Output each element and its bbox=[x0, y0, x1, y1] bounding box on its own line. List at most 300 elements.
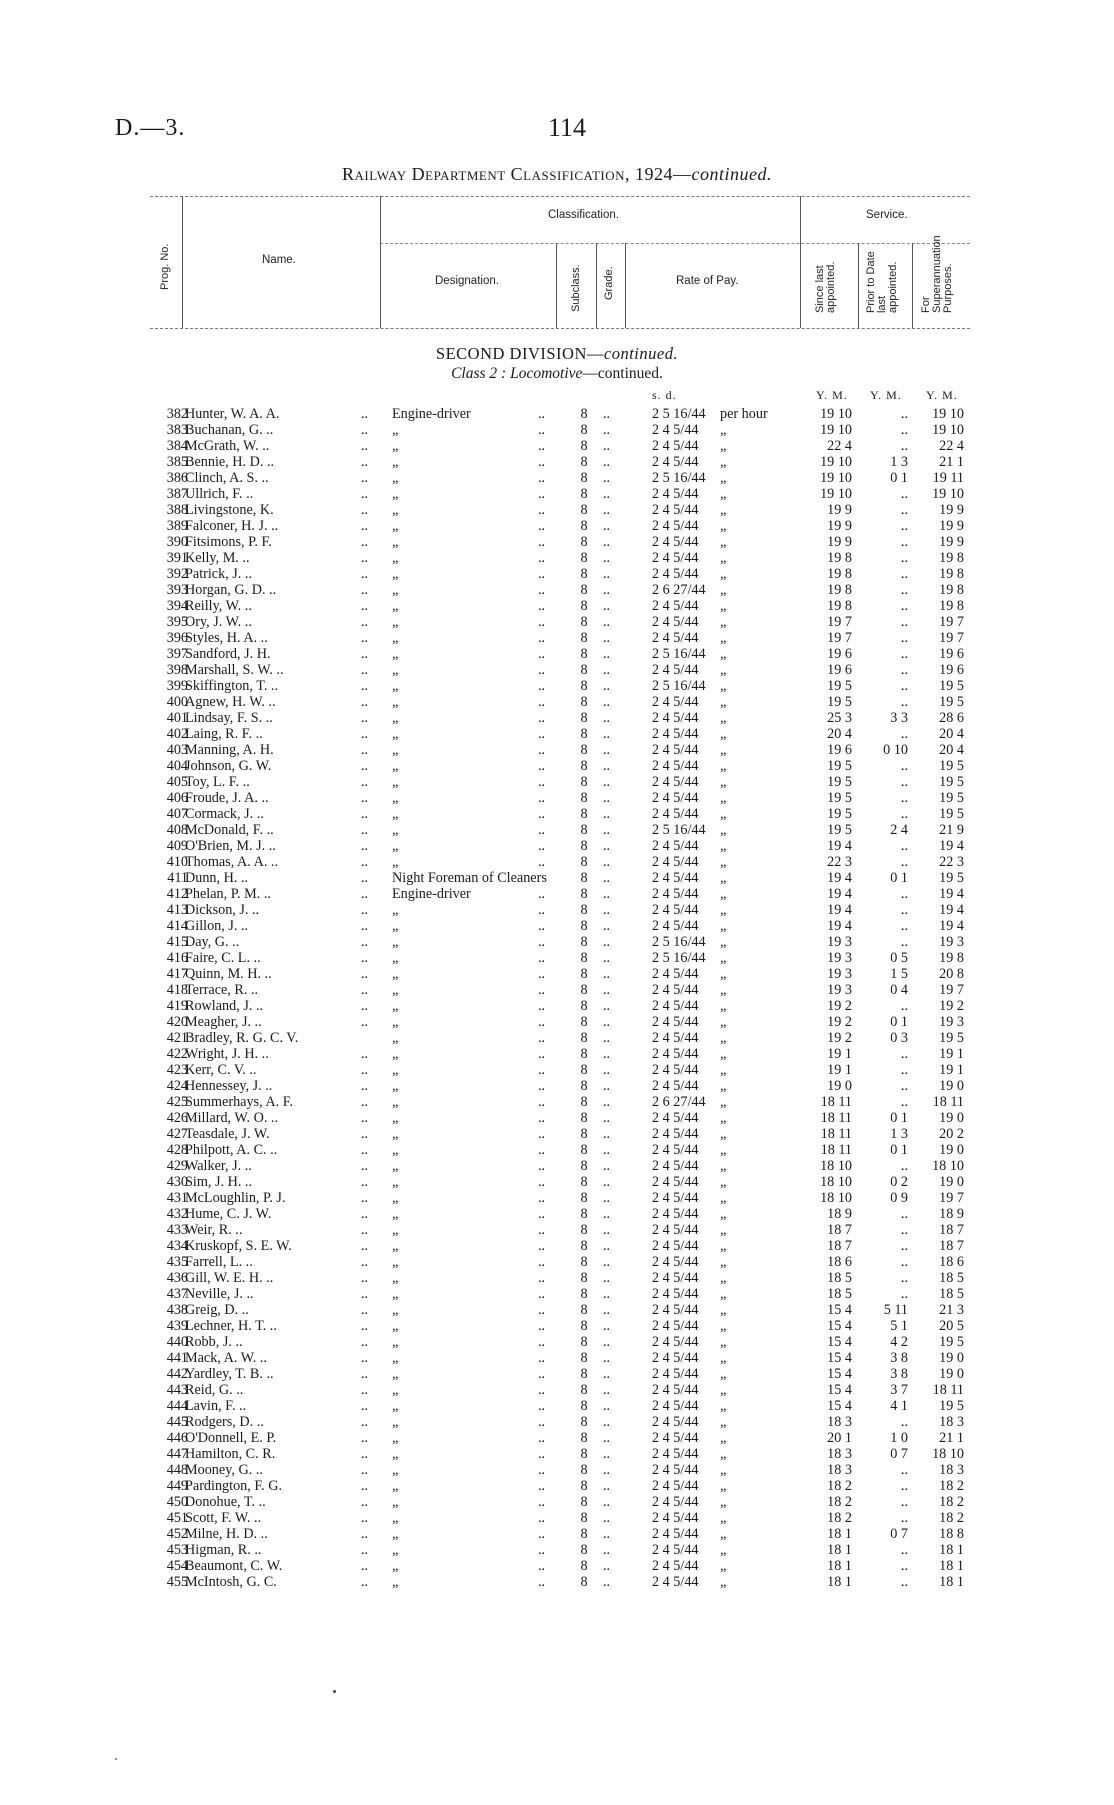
name: Dunn, H. .. bbox=[185, 870, 249, 886]
designation: „ bbox=[392, 678, 399, 694]
superannuation: 19 5 bbox=[939, 1334, 964, 1350]
subclass: 8 bbox=[580, 998, 588, 1014]
rate-of-pay: 2 4 5/44 bbox=[652, 1398, 699, 1414]
since-last: 19 10 bbox=[820, 422, 852, 438]
table-row bbox=[0, 1398, 1114, 1414]
since-last: 18 10 bbox=[820, 1158, 852, 1174]
superannuation: 19 5 bbox=[939, 806, 964, 822]
rate-unit: „ bbox=[720, 454, 727, 470]
prior-to-date: 0 1 bbox=[890, 1142, 908, 1158]
table-row bbox=[0, 1238, 1114, 1254]
rate-unit: „ bbox=[720, 1270, 727, 1286]
since-last: 18 7 bbox=[827, 1222, 852, 1238]
prior-to-date: 1 3 bbox=[890, 1126, 908, 1142]
subclass: 8 bbox=[580, 1238, 588, 1254]
rate-of-pay: 2 4 5/44 bbox=[652, 1110, 699, 1126]
since-last: 19 1 bbox=[827, 1046, 852, 1062]
superannuation: 19 5 bbox=[939, 758, 964, 774]
rate-unit: „ bbox=[720, 1446, 727, 1462]
subclass: 8 bbox=[580, 1190, 588, 1206]
rate-unit: „ bbox=[720, 1238, 727, 1254]
subclass: 8 bbox=[580, 550, 588, 566]
prog-no: 399 bbox=[166, 678, 188, 694]
superannuation: 19 8 bbox=[939, 582, 964, 598]
designation: „ bbox=[392, 1286, 399, 1302]
subclass: 8 bbox=[580, 790, 588, 806]
designation: „ bbox=[392, 1110, 399, 1126]
rate-of-pay: 2 4 5/44 bbox=[652, 1446, 699, 1462]
since-last: 19 4 bbox=[827, 870, 852, 886]
leader-dots: .. bbox=[361, 790, 369, 806]
rate-of-pay: 2 4 5/44 bbox=[652, 982, 699, 998]
subclass: 8 bbox=[580, 758, 588, 774]
prior-to-date: .. bbox=[900, 438, 908, 454]
leader-dots: .. bbox=[603, 1462, 611, 1478]
designation: „ bbox=[392, 710, 399, 726]
subclass: 8 bbox=[580, 1174, 588, 1190]
leader-dots: .. bbox=[361, 630, 369, 646]
header-classification: Classification. bbox=[548, 209, 619, 221]
prog-no: 435 bbox=[166, 1254, 188, 1270]
prior-to-date: .. bbox=[900, 534, 908, 550]
superannuation: 18 11 bbox=[932, 1094, 964, 1110]
leader-dots: .. bbox=[603, 422, 611, 438]
designation: „ bbox=[392, 902, 399, 918]
prior-to-date: 5 1 bbox=[890, 1318, 908, 1334]
name: Livingstone, K. bbox=[185, 502, 274, 518]
prior-to-date: .. bbox=[900, 1478, 908, 1494]
table-row bbox=[0, 1206, 1114, 1222]
leader-dots: .. bbox=[603, 934, 611, 950]
name: Philpott, A. C. .. bbox=[185, 1142, 278, 1158]
rate-unit: „ bbox=[720, 1158, 727, 1174]
rate-of-pay: 2 4 5/44 bbox=[652, 534, 699, 550]
rate-unit: „ bbox=[720, 1510, 727, 1526]
rate-of-pay: 2 4 5/44 bbox=[652, 518, 699, 534]
rate-unit: „ bbox=[720, 822, 727, 838]
name: Skiffington, T. .. bbox=[185, 678, 279, 694]
prior-to-date: 0 1 bbox=[890, 470, 908, 486]
subclass: 8 bbox=[580, 406, 588, 422]
class-suffix: —continued. bbox=[582, 365, 663, 382]
subclass: 8 bbox=[580, 742, 588, 758]
subclass: 8 bbox=[580, 1526, 588, 1542]
superannuation: 18 2 bbox=[939, 1478, 964, 1494]
rate-of-pay: 2 4 5/44 bbox=[652, 694, 699, 710]
superannuation: 18 3 bbox=[939, 1462, 964, 1478]
prior-to-date: .. bbox=[900, 1094, 908, 1110]
leader-dots: .. bbox=[361, 1094, 369, 1110]
prog-no: 447 bbox=[166, 1446, 188, 1462]
table-row bbox=[0, 774, 1114, 790]
prior-to-date: 3 7 bbox=[890, 1382, 908, 1398]
designation: „ bbox=[392, 838, 399, 854]
subclass: 8 bbox=[580, 1078, 588, 1094]
name: Mooney, G. .. bbox=[185, 1462, 263, 1478]
name: Walker, J. .. bbox=[185, 1158, 252, 1174]
since-last: 15 4 bbox=[827, 1334, 852, 1350]
designation: „ bbox=[392, 1206, 399, 1222]
rate-of-pay: 2 6 27/44 bbox=[652, 582, 706, 598]
leader-dots: .. bbox=[603, 1110, 611, 1126]
leader-dots: .. bbox=[603, 1286, 611, 1302]
leader-dots: .. bbox=[603, 1270, 611, 1286]
rate-unit: „ bbox=[720, 1494, 727, 1510]
subclass: 8 bbox=[580, 646, 588, 662]
subclass: 8 bbox=[580, 486, 588, 502]
leader-dots: .. bbox=[538, 1270, 546, 1286]
since-last: 18 2 bbox=[827, 1494, 852, 1510]
designation: Engine-driver bbox=[392, 886, 471, 902]
leader-dots: .. bbox=[603, 918, 611, 934]
table-row bbox=[0, 1142, 1114, 1158]
prog-no: 443 bbox=[166, 1382, 188, 1398]
leader-dots: .. bbox=[603, 406, 611, 422]
subclass: 8 bbox=[580, 518, 588, 534]
leader-dots: .. bbox=[538, 1398, 546, 1414]
rate-of-pay: 2 4 5/44 bbox=[652, 1030, 699, 1046]
prog-no: 391 bbox=[166, 550, 188, 566]
designation: „ bbox=[392, 566, 399, 582]
table-row bbox=[0, 1222, 1114, 1238]
leader-dots: .. bbox=[538, 1478, 546, 1494]
name: Kerr, C. V. .. bbox=[185, 1062, 257, 1078]
superannuation: 20 2 bbox=[939, 1126, 964, 1142]
rate-unit: „ bbox=[720, 1414, 727, 1430]
name: Cormack, J. .. bbox=[185, 806, 264, 822]
rate-unit: „ bbox=[720, 1142, 727, 1158]
table-row bbox=[0, 1110, 1114, 1126]
leader-dots: .. bbox=[538, 1190, 546, 1206]
prog-no: 445 bbox=[166, 1414, 188, 1430]
subclass: 8 bbox=[580, 1206, 588, 1222]
leader-dots: .. bbox=[361, 1414, 369, 1430]
leader-dots: .. bbox=[603, 1494, 611, 1510]
division-title bbox=[0, 344, 1114, 364]
superannuation: 19 9 bbox=[939, 502, 964, 518]
designation: „ bbox=[392, 1030, 399, 1046]
prog-no: 404 bbox=[166, 758, 188, 774]
table-row bbox=[0, 1158, 1114, 1174]
leader-dots: .. bbox=[603, 582, 611, 598]
subclass: 8 bbox=[580, 918, 588, 934]
unit-since: Y. M. bbox=[816, 388, 848, 402]
prog-no: 385 bbox=[166, 454, 188, 470]
superannuation: 18 8 bbox=[939, 1526, 964, 1542]
designation: „ bbox=[392, 934, 399, 950]
leader-dots: .. bbox=[603, 1190, 611, 1206]
designation: „ bbox=[392, 486, 399, 502]
since-last: 18 1 bbox=[827, 1574, 852, 1590]
table-row bbox=[0, 1510, 1114, 1526]
margin-mark bbox=[115, 1758, 117, 1760]
prog-no: 417 bbox=[166, 966, 188, 982]
prog-no: 429 bbox=[166, 1158, 188, 1174]
name: Phelan, P. M. .. bbox=[185, 886, 271, 902]
prior-to-date: .. bbox=[900, 1222, 908, 1238]
subclass: 8 bbox=[580, 838, 588, 854]
prior-to-date: .. bbox=[900, 1574, 908, 1590]
subclass: 8 bbox=[580, 534, 588, 550]
designation: „ bbox=[392, 662, 399, 678]
superannuation: 18 7 bbox=[939, 1238, 964, 1254]
prog-no: 425 bbox=[166, 1094, 188, 1110]
prog-no: 396 bbox=[166, 630, 188, 646]
prior-to-date: .. bbox=[900, 1462, 908, 1478]
subclass: 8 bbox=[580, 1366, 588, 1382]
name: Higman, R. .. bbox=[185, 1542, 262, 1558]
designation: „ bbox=[392, 1462, 399, 1478]
table-row bbox=[0, 486, 1114, 502]
leader-dots: .. bbox=[361, 454, 369, 470]
rate-of-pay: 2 4 5/44 bbox=[652, 630, 699, 646]
leader-dots: .. bbox=[538, 1286, 546, 1302]
leader-dots: .. bbox=[361, 1174, 369, 1190]
leader-dots: .. bbox=[603, 742, 611, 758]
header-prior-to-date: Prior to Date last appointed. bbox=[865, 251, 899, 313]
leader-dots: .. bbox=[538, 1542, 546, 1558]
rate-unit: „ bbox=[720, 422, 727, 438]
superannuation: 18 7 bbox=[939, 1222, 964, 1238]
since-last: 15 4 bbox=[827, 1302, 852, 1318]
since-last: 15 4 bbox=[827, 1382, 852, 1398]
rate-unit: „ bbox=[720, 582, 727, 598]
leader-dots: .. bbox=[538, 1510, 546, 1526]
superannuation: 18 3 bbox=[939, 1414, 964, 1430]
leader-dots: .. bbox=[603, 678, 611, 694]
leader-dots: .. bbox=[603, 1046, 611, 1062]
leader-dots: .. bbox=[603, 1174, 611, 1190]
subclass: 8 bbox=[580, 582, 588, 598]
superannuation: 19 4 bbox=[939, 838, 964, 854]
superannuation: 19 0 bbox=[939, 1350, 964, 1366]
superannuation: 19 8 bbox=[939, 566, 964, 582]
subclass: 8 bbox=[580, 726, 588, 742]
table-row bbox=[0, 1094, 1114, 1110]
leader-dots: .. bbox=[603, 1334, 611, 1350]
superannuation: 19 9 bbox=[939, 534, 964, 550]
prior-to-date: .. bbox=[900, 806, 908, 822]
prior-to-date: .. bbox=[900, 1062, 908, 1078]
leader-dots: .. bbox=[361, 550, 369, 566]
leader-dots: .. bbox=[538, 1030, 546, 1046]
prog-no: 388 bbox=[166, 502, 188, 518]
leader-dots: .. bbox=[603, 726, 611, 742]
subclass: 8 bbox=[580, 454, 588, 470]
designation: „ bbox=[392, 790, 399, 806]
designation: „ bbox=[392, 1446, 399, 1462]
rate-of-pay: 2 4 5/44 bbox=[652, 1174, 699, 1190]
since-last: 15 4 bbox=[827, 1350, 852, 1366]
prog-no: 420 bbox=[166, 1014, 188, 1030]
leader-dots: .. bbox=[538, 486, 546, 502]
prior-to-date: .. bbox=[900, 1158, 908, 1174]
leader-dots: .. bbox=[538, 1382, 546, 1398]
subclass: 8 bbox=[580, 1558, 588, 1574]
designation: „ bbox=[392, 1558, 399, 1574]
since-last: 19 3 bbox=[827, 934, 852, 950]
prior-to-date: .. bbox=[900, 422, 908, 438]
leader-dots: .. bbox=[361, 854, 369, 870]
header-bottom-rule bbox=[150, 328, 970, 329]
table-row bbox=[0, 1062, 1114, 1078]
rate-of-pay: 2 4 5/44 bbox=[652, 438, 699, 454]
prior-to-date: 0 5 bbox=[890, 950, 908, 966]
leader-dots: .. bbox=[603, 998, 611, 1014]
subclass: 8 bbox=[580, 966, 588, 982]
rate-of-pay: 2 4 5/44 bbox=[652, 1062, 699, 1078]
table-row bbox=[0, 406, 1114, 422]
name: Rowland, J. .. bbox=[185, 998, 264, 1014]
since-last: 18 1 bbox=[827, 1558, 852, 1574]
subclass: 8 bbox=[580, 1494, 588, 1510]
leader-dots: .. bbox=[603, 1014, 611, 1030]
prog-no: 446 bbox=[166, 1430, 188, 1446]
leader-dots: .. bbox=[538, 806, 546, 822]
leader-dots: .. bbox=[538, 1446, 546, 1462]
designation: Engine-driver bbox=[392, 406, 471, 422]
subclass: 8 bbox=[580, 1398, 588, 1414]
division-continued: continued. bbox=[603, 344, 679, 363]
prog-no: 439 bbox=[166, 1318, 188, 1334]
prog-no: 424 bbox=[166, 1078, 188, 1094]
table-row bbox=[0, 454, 1114, 470]
rate-of-pay: 2 4 5/44 bbox=[652, 1574, 699, 1590]
leader-dots: .. bbox=[361, 982, 369, 998]
designation: „ bbox=[392, 1350, 399, 1366]
prog-no: 413 bbox=[166, 902, 188, 918]
table-row bbox=[0, 646, 1114, 662]
rate-of-pay: 2 4 5/44 bbox=[652, 742, 699, 758]
table-row bbox=[0, 966, 1114, 982]
rate-of-pay: 2 4 5/44 bbox=[652, 1206, 699, 1222]
leader-dots: .. bbox=[361, 1302, 369, 1318]
designation: „ bbox=[392, 806, 399, 822]
prog-no: 448 bbox=[166, 1462, 188, 1478]
since-last: 18 3 bbox=[827, 1446, 852, 1462]
rate-of-pay: 2 4 5/44 bbox=[652, 854, 699, 870]
subclass: 8 bbox=[580, 422, 588, 438]
since-last: 18 5 bbox=[827, 1270, 852, 1286]
name: Clinch, A. S. .. bbox=[185, 470, 269, 486]
leader-dots: .. bbox=[538, 758, 546, 774]
leader-dots: .. bbox=[603, 758, 611, 774]
page-ref: D.—3. bbox=[115, 115, 186, 141]
superannuation: 19 0 bbox=[939, 1366, 964, 1382]
leader-dots: .. bbox=[538, 742, 546, 758]
superannuation: 19 8 bbox=[939, 950, 964, 966]
leader-dots: .. bbox=[361, 1014, 369, 1030]
subclass: 8 bbox=[580, 982, 588, 998]
table-row bbox=[0, 1478, 1114, 1494]
subclass: 8 bbox=[580, 710, 588, 726]
name: Dickson, J. .. bbox=[185, 902, 260, 918]
subclass: 8 bbox=[580, 1222, 588, 1238]
leader-dots: .. bbox=[361, 1110, 369, 1126]
leader-dots: .. bbox=[603, 1238, 611, 1254]
subclass: 8 bbox=[580, 934, 588, 950]
table-row bbox=[0, 1462, 1114, 1478]
table-row bbox=[0, 502, 1114, 518]
leader-dots: .. bbox=[361, 1126, 369, 1142]
rate-unit: „ bbox=[720, 1350, 727, 1366]
table-row bbox=[0, 518, 1114, 534]
superannuation: 21 3 bbox=[939, 1302, 964, 1318]
unit-pay: s. d. bbox=[652, 388, 677, 402]
name: Greig, D. .. bbox=[185, 1302, 249, 1318]
leader-dots: .. bbox=[361, 598, 369, 614]
superannuation: 19 7 bbox=[939, 1190, 964, 1206]
prog-no: 414 bbox=[166, 918, 188, 934]
leader-dots: .. bbox=[538, 598, 546, 614]
designation: „ bbox=[392, 1430, 399, 1446]
leader-dots: .. bbox=[361, 1254, 369, 1270]
table-row bbox=[0, 838, 1114, 854]
rate-unit: „ bbox=[720, 774, 727, 790]
leader-dots: .. bbox=[603, 486, 611, 502]
prior-to-date: 1 3 bbox=[890, 454, 908, 470]
subclass: 8 bbox=[580, 1062, 588, 1078]
name: Ory, J. W. .. bbox=[185, 614, 252, 630]
header-prog-no: Prog. No. bbox=[159, 243, 171, 290]
leader-dots: .. bbox=[361, 1558, 369, 1574]
superannuation: 18 10 bbox=[932, 1158, 964, 1174]
table-row bbox=[0, 1558, 1114, 1574]
since-last: 18 6 bbox=[827, 1254, 852, 1270]
leader-dots: .. bbox=[538, 534, 546, 550]
leader-dots: .. bbox=[538, 1126, 546, 1142]
name: Meagher, J. .. bbox=[185, 1014, 262, 1030]
designation: „ bbox=[392, 1062, 399, 1078]
page-title-continued: continued. bbox=[691, 164, 772, 184]
table-row bbox=[0, 614, 1114, 630]
superannuation: 18 6 bbox=[939, 1254, 964, 1270]
leader-dots: .. bbox=[361, 1158, 369, 1174]
subclass: 8 bbox=[580, 1014, 588, 1030]
rate-unit: „ bbox=[720, 1206, 727, 1222]
superannuation: 19 7 bbox=[939, 630, 964, 646]
leader-dots: .. bbox=[361, 1494, 369, 1510]
rate-unit: „ bbox=[720, 886, 727, 902]
subclass: 8 bbox=[580, 1430, 588, 1446]
subclass: 8 bbox=[580, 1126, 588, 1142]
leader-dots: .. bbox=[603, 982, 611, 998]
leader-dots: .. bbox=[603, 518, 611, 534]
table-row bbox=[0, 1574, 1114, 1590]
leader-dots: .. bbox=[538, 1110, 546, 1126]
table-row bbox=[0, 934, 1114, 950]
since-last: 15 4 bbox=[827, 1318, 852, 1334]
table-row bbox=[0, 422, 1114, 438]
since-last: 22 3 bbox=[827, 854, 852, 870]
superannuation: 19 4 bbox=[939, 918, 964, 934]
since-last: 19 5 bbox=[827, 678, 852, 694]
table-row bbox=[0, 1414, 1114, 1430]
leader-dots: .. bbox=[603, 534, 611, 550]
since-last: 22 4 bbox=[827, 438, 852, 454]
table-row bbox=[0, 1126, 1114, 1142]
rate-of-pay: 2 4 5/44 bbox=[652, 1414, 699, 1430]
name: Horgan, G. D. .. bbox=[185, 582, 277, 598]
prog-no: 402 bbox=[166, 726, 188, 742]
table-row bbox=[0, 1046, 1114, 1062]
leader-dots: .. bbox=[603, 1366, 611, 1382]
leader-dots: .. bbox=[603, 1430, 611, 1446]
prior-to-date: .. bbox=[900, 1270, 908, 1286]
leader-dots: .. bbox=[361, 742, 369, 758]
rate-unit: „ bbox=[720, 934, 727, 950]
prog-no: 452 bbox=[166, 1526, 188, 1542]
